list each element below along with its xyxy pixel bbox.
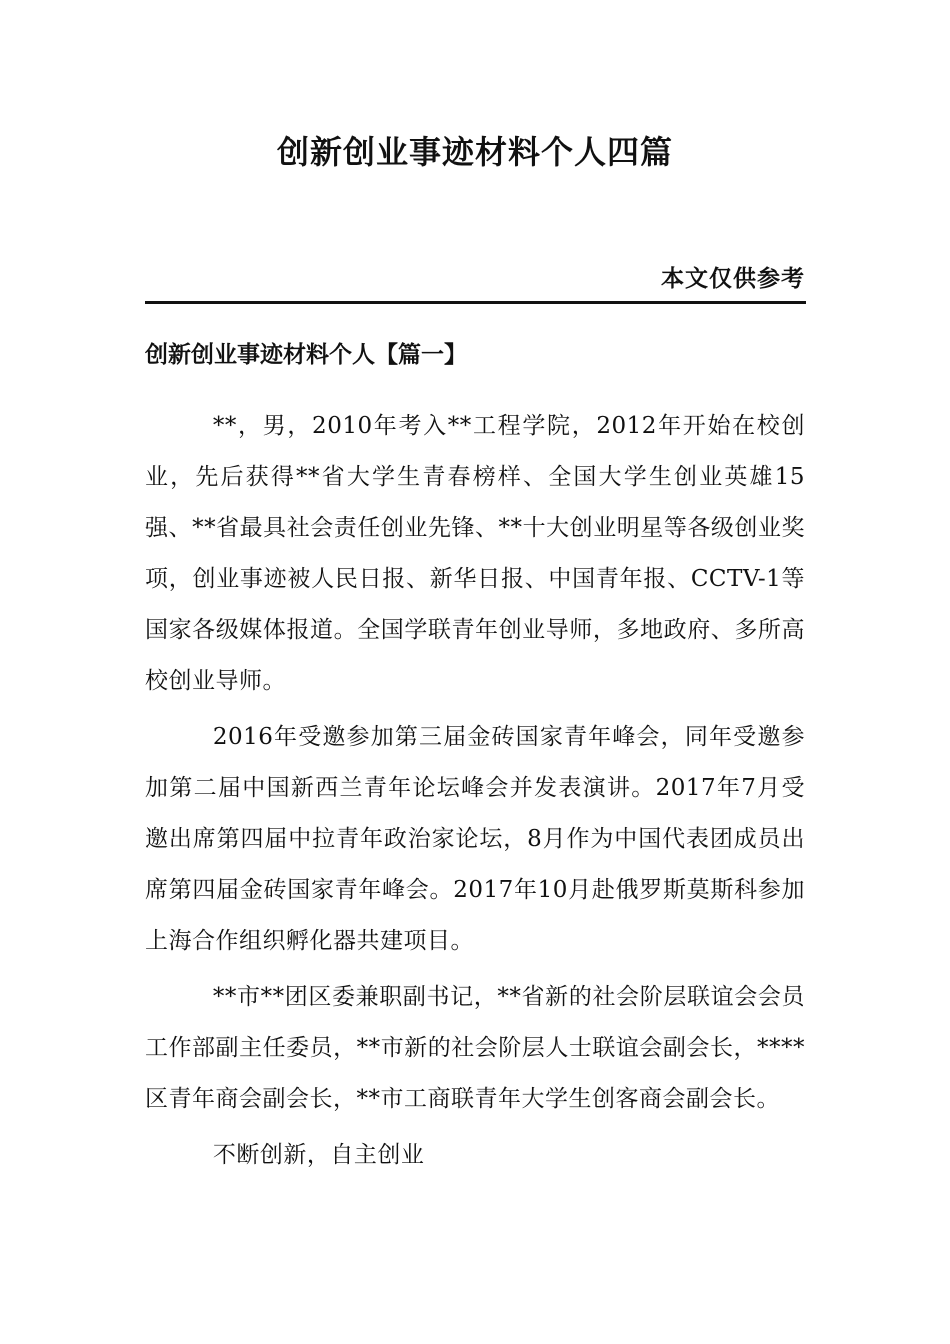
disclaimer-note: 本文仅供参考	[661, 265, 805, 292]
section-heading: 创新创业事迹材料个人【篇一】	[145, 341, 467, 368]
header-divider	[145, 301, 806, 304]
document-title: 创新创业事迹材料个人四篇	[276, 133, 673, 171]
paragraph: 不断创新，自主创业	[212, 1142, 425, 1168]
paragraph: **，男，2010年考入**工程学院，2012年开始在校创业，先后获得**省大学生青春榜样、全国大学生创业英雄15强、**省最具社会责任创业先锋、**十大创业明星等各级创业奖项，创业事迹被人民日报、新华日报、中国青年报、CCTV-1等国家各级媒体报道。全国学联青年创业导师，多地政府、多所高校创业导师。	[145, 413, 805, 694]
paragraph: **市**团区委兼职副书记，**省新的社会阶层联谊会会员工作部副主任委员，**市新的社会阶层人士联谊会副会长，****区青年商会副会长，**市工商联青年大学生创客商会副会长。	[145, 984, 805, 1112]
paragraph: 2016年受邀参加第三届金砖国家青年峰会，同年受邀参加第二届中国新西兰青年论坛峰会并发表演讲。2017年7月受邀出席第四届中拉青年政治家论坛，8月作为中国代表团成员出席第四届金砖国家青年峰会。2017年10月赴俄罗斯莫斯科参加上海合作组织孵化器共建项目。	[145, 724, 805, 954]
document-body	[145, 401, 805, 1181]
